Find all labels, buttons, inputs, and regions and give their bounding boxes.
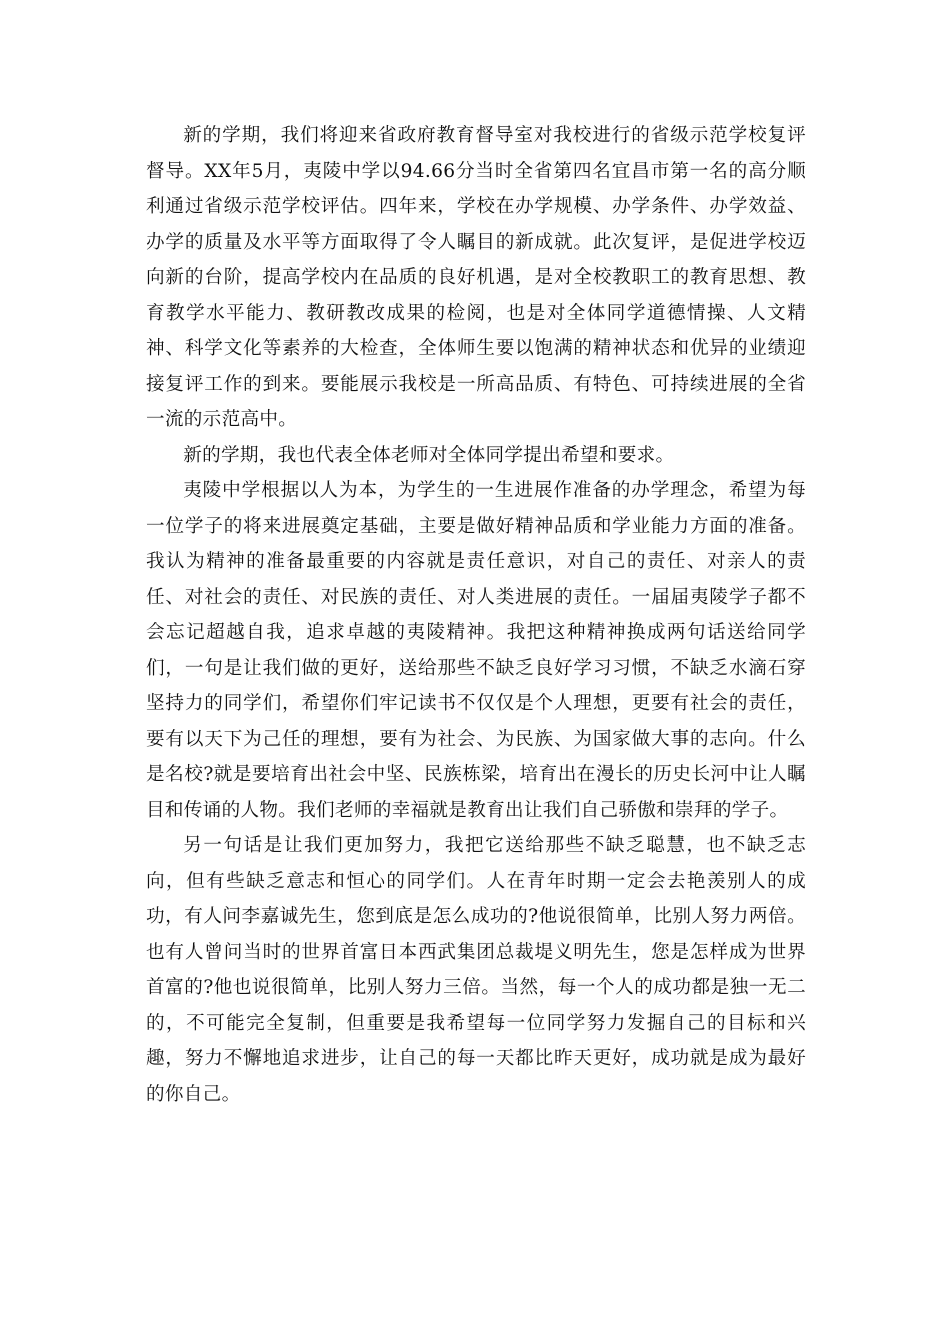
paragraph-review-inspection: 新的学期，我们将迎来省政府教育督导室对我校进行的省级示范学校复评督导。XX年5月，夷陵中学以94.66分当时全省第四名宜昌市第一名的高分顺利通过省级示范学校评估。四年来，学校在办学规模、办学条件、办学效益、办学的质量及水平等方面取得了令人瞩目的新成就。此次复评，是促进学校迈向新的台阶，提高学校内在品质的良好机遇，是对全校教职工的教育思想、教育教学水平能力、教研教改成果的检阅，也是对全体同学道德情操、人文精神、科学文化等素养的大检查，全体师生要以饱满的精神状态和优异的业绩迎接复评工作的到来。要能展示我校是一所高品质、有特色、可持续进展的全省一流的示范高中。 [146, 125, 806, 430]
paragraph-responsibility-spirit: 夷陵中学根据以人为本，为学生的一生进展作准备的办学理念，希望为每一位学子的将来进展奠定基础，主要是做好精神品质和学业能力方面的准备。我认为精神的准备最重要的内容就是责任意识，对自己的责任、对亲人的责任、对社会的责任、对民族的责任、对人类进展的责任。一届届夷陵学子都不会忘记超越自我，追求卓越的夷陵精神。我把这种精神换成两句话送给同学们，一句是让我们做的更好，送给那些不缺乏良好学习习惯，不缺乏水滴石穿坚持力的同学们，希望你们牢记读书不仅仅是个人理想，更要有社会的责任，要有以天下为己任的理想，要有为社会、为民族、为国家做大事的志向。什么是名校?就是要培育出社会中坚、民族栋梁，培育出在漫长的历史长河中让人瞩目和传诵的人物。我们老师的幸福就是教育出让我们自己骄傲和崇拜的学子。 [146, 480, 806, 821]
document-body [146, 118, 806, 1112]
paragraph-work-harder: 另一句话是让我们更加努力，我把它送给那些不缺乏聪慧，也不缺乏志向，但有些缺乏意志和恒心的同学们。人在青年时期一定会去艳羡别人的成功，有人问李嘉诚先生，您到底是怎么成功的?他说很简单，比别人努力两倍。也有人曾问当时的世界首富日本西武集团总裁堤义明先生，您是怎样成为世界首富的?他也说很简单，比别人努力三倍。当然，每一个人的成功都是独一无二的，不可能完全复制，但重要是我希望每一位同学努力发掘自己的目标和兴趣，努力不懈地追求进步，让自己的每一天都比昨天更好，成功就是成为最好的你自己。 [146, 835, 806, 1105]
paragraph-hopes-requirements: 新的学期，我也代表全体老师对全体同学提出希望和要求。 [183, 444, 675, 466]
